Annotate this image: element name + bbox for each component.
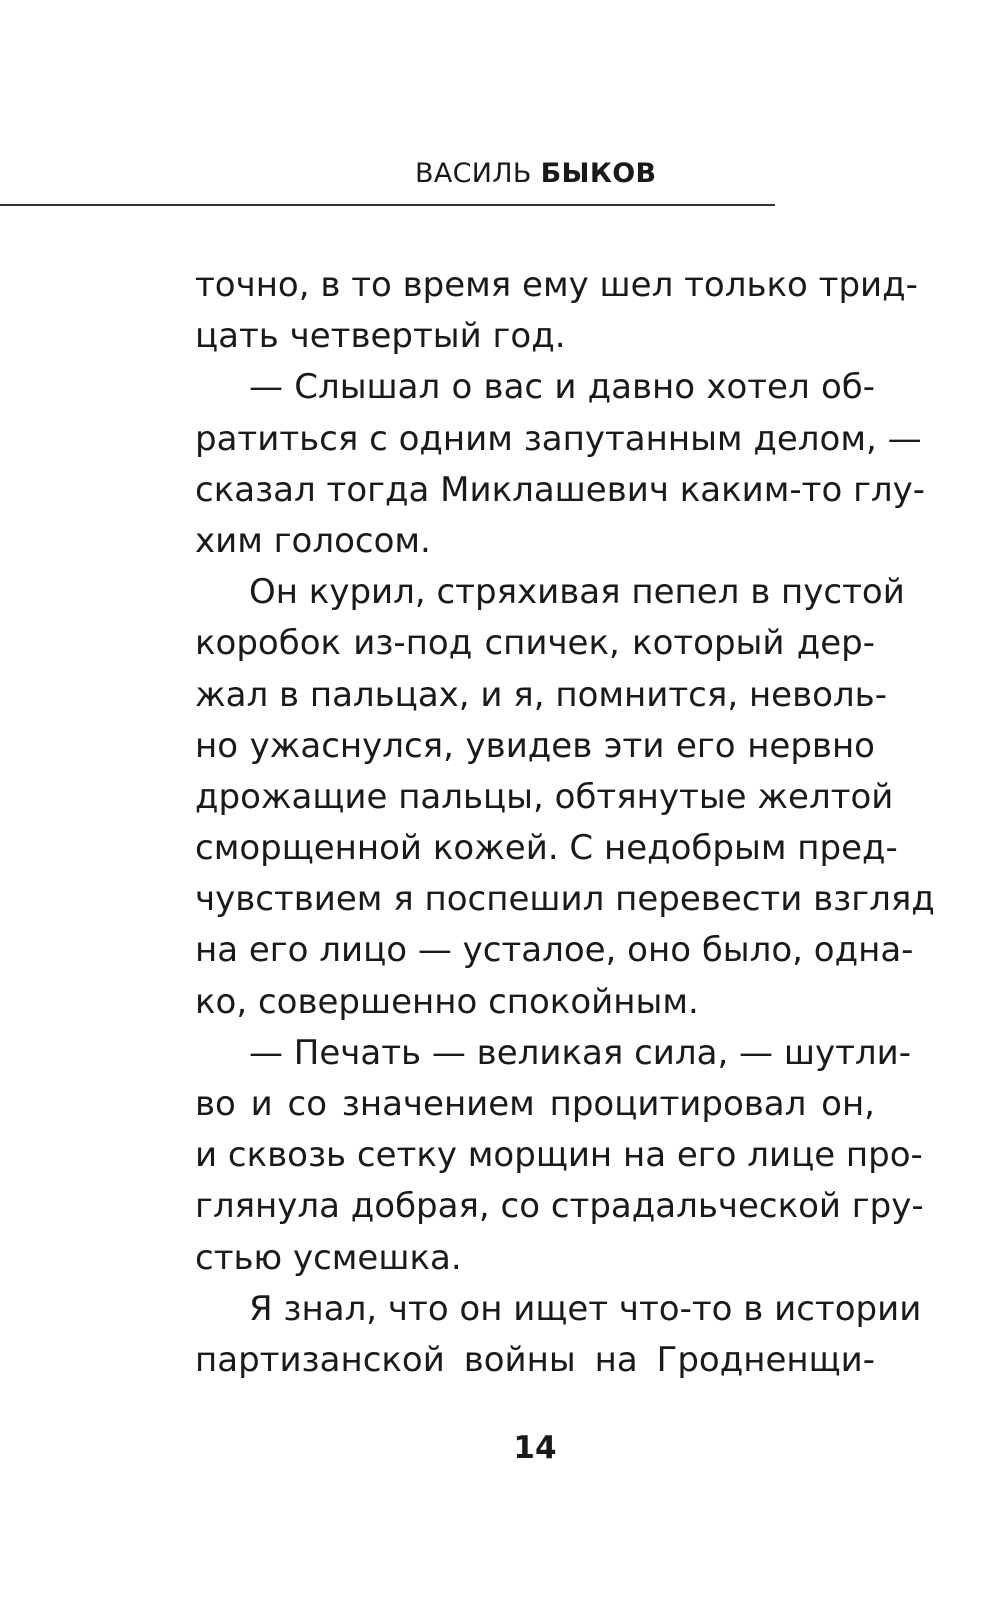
text-line: жал в пальцах, и я, помнится, неволь- bbox=[195, 674, 887, 715]
body-text bbox=[195, 260, 935, 1386]
text-line: ратиться с одним запутанным делом, — bbox=[195, 418, 922, 459]
text-line: — Печать — великая сила, — шутли- bbox=[249, 1032, 912, 1073]
text-line: — Слышал о вас и давно хотел об- bbox=[249, 367, 875, 408]
text-line: партизанской войны на Гродненщи- bbox=[195, 1339, 875, 1380]
page-number: 14 bbox=[513, 1430, 557, 1466]
author-name bbox=[415, 158, 656, 189]
text-line: сморщенной кожей. С недобрым пред- bbox=[195, 828, 898, 869]
text-line: стью усмешка. bbox=[195, 1237, 462, 1278]
text-line: Он курил, стряхивая пепел в пустой bbox=[249, 572, 905, 613]
text-line: ко, совершенно спокойным. bbox=[195, 981, 699, 1022]
text-line: но ужаснулся, увидев эти его нервно bbox=[195, 725, 875, 766]
text-line: точно, в то время ему шел только трид- bbox=[195, 265, 918, 305]
author-last-name: БЫКОВ bbox=[540, 158, 657, 189]
header-rule bbox=[0, 204, 775, 206]
text-line: чувствием я поспешил перевести взгляд bbox=[195, 879, 935, 920]
text-line: коробок из-под спичек, который дер- bbox=[195, 623, 875, 664]
text-line: цать четвертый год. bbox=[195, 316, 566, 357]
author-first-name: ВАСИЛЬ bbox=[415, 158, 532, 189]
text-line: дрожащие пальцы, обтянутые желтой bbox=[195, 776, 894, 817]
text-line: и сквозь сетку морщин на его лице про- bbox=[195, 1135, 923, 1176]
text-line: Я знал, что он ищет что-то в истории bbox=[249, 1288, 922, 1329]
text-line: хим голосом. bbox=[195, 520, 431, 561]
text-line: во и со значением процитировал он, bbox=[195, 1084, 875, 1124]
text-line: на его лицо — усталое, оно было, одна- bbox=[195, 930, 914, 971]
text-line: сказал тогда Миклашевич каким-то глу- bbox=[195, 469, 926, 510]
running-head bbox=[0, 158, 1000, 198]
text-line: глянула добрая, со страдальческой гру- bbox=[195, 1186, 924, 1227]
